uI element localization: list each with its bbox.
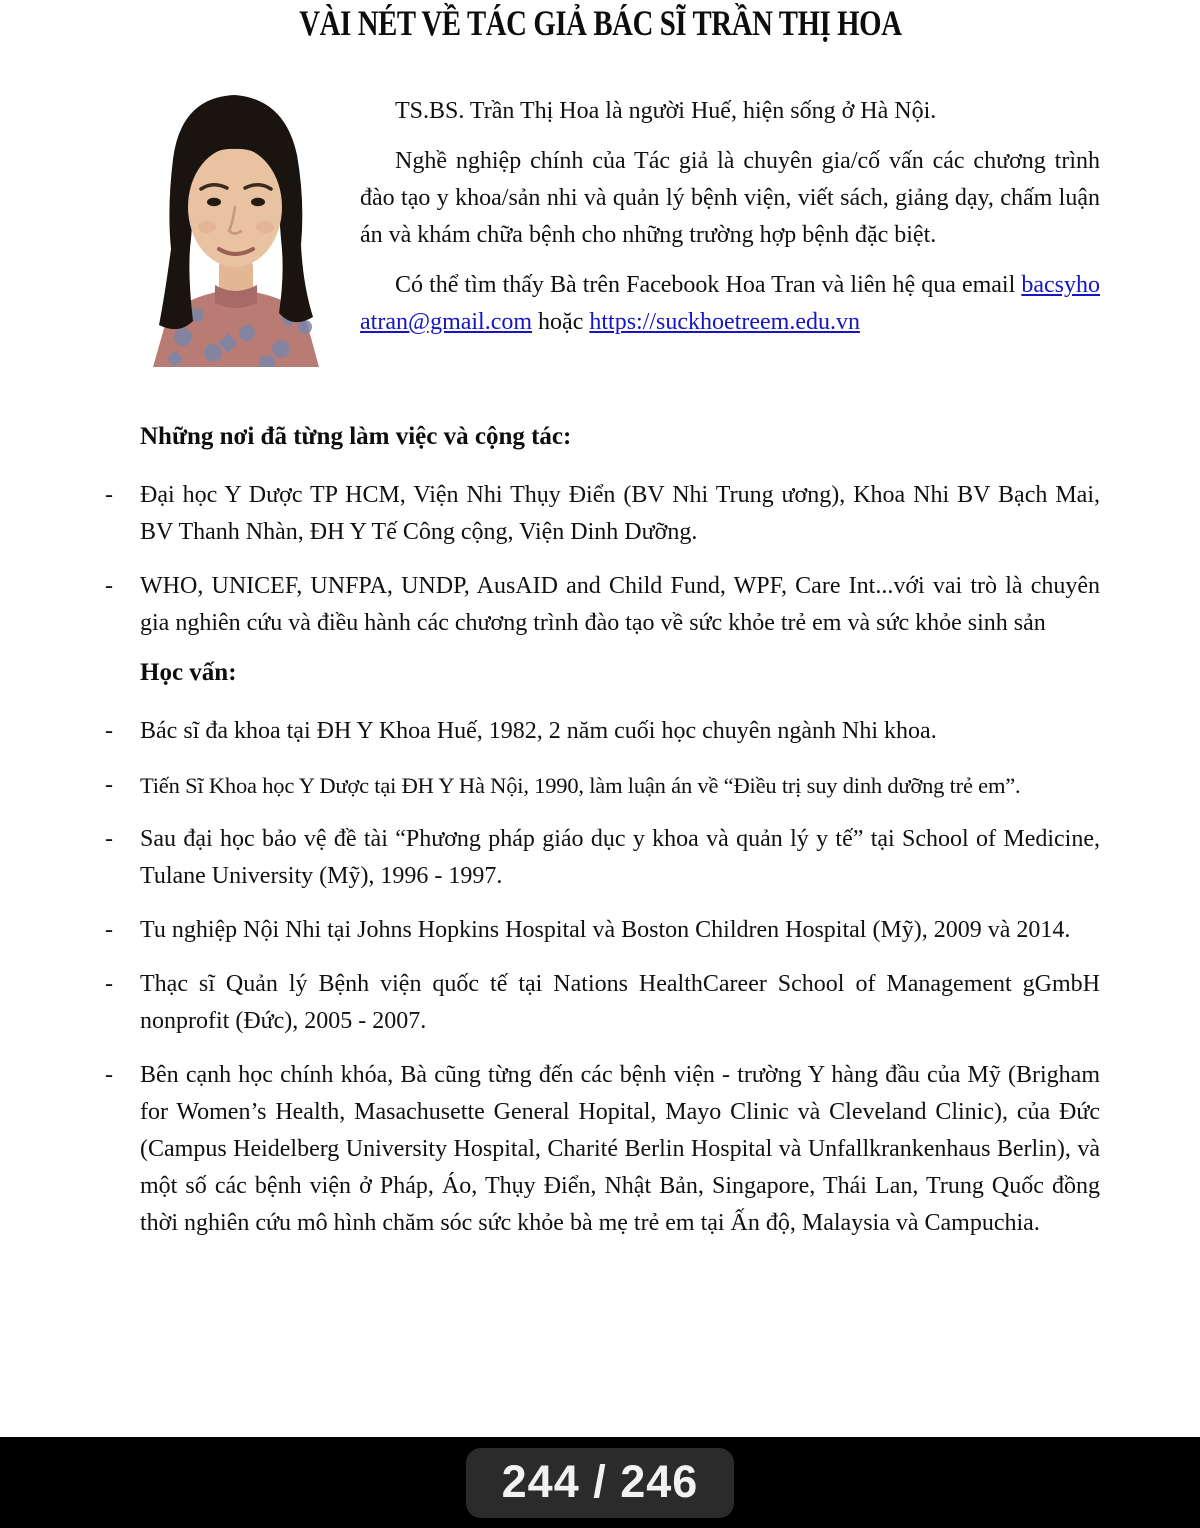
dash-bullet: -: [105, 573, 113, 599]
contact-connector: hoặc: [532, 309, 590, 335]
website-link[interactable]: https://suckhoetreem.edu.vn: [589, 309, 860, 335]
intro-paragraph-2: Nghề nghiệp chính của Tác giả là chuyên gia/cố vấn các chương trình đào tạo y khoa/sản nhi và quản lý bệnh viện, viết sách, giảng dạy, chấm luận án và khám chữa bệnh cho những trường hợp bệnh đặc biệt.: [360, 148, 1100, 248]
intro-paragraph-3: [360, 267, 1100, 341]
list-item: - Bên cạnh học chính khóa, Bà cũng từng đến các bệnh viện - trường Y hàng đầu của Mỹ (Brigham for Women’s Health, Masachusette General Hopital, Mayo Clinic và Cleveland Clinic), của Đức (Campus Heidelberg University Hospital, Charité Berlin Hospital và Unfallkrankenhaus Berlin), và một số các bệnh viện ở Pháp, Áo, Thụy Điển, Nhật Bản, Singapore, Thái Lan, Trung Quốc đồng thời nghiên cứu mô hình chăm sóc sức khỏe bà mẹ trẻ em tại Ấn độ, Malaysia và Campuchia.: [100, 1057, 1100, 1242]
section-heading-work: Những nơi đã từng làm việc và cộng tác:: [140, 423, 572, 450]
list-item: - Bác sĩ đa khoa tại ĐH Y Khoa Huế, 1982, 2 năm cuối học chuyên ngành Nhi khoa.: [100, 713, 1100, 750]
dash-bullet: -: [105, 826, 113, 852]
dash-bullet: -: [105, 1062, 113, 1088]
list-item: - Thạc sĩ Quản lý Bệnh viện quốc tế tại Nations HealthCareer School of Management gGmbH nonprofit (Đức), 2005 - 2007.: [100, 966, 1100, 1040]
contact-text: Có thể tìm thấy Bà trên Facebook Hoa Tran và liên hệ qua email: [395, 272, 1022, 298]
list-item: - WHO, UNICEF, UNFPA, UNDP, AusAID and Child Fund, WPF, Care Int...với vai trò là chuyên gia nghiên cứu và điều hành các chương trình đào tạo về sức khỏe trẻ em và sức khỏe sinh sản: [100, 568, 1100, 642]
list-item: - Sau đại học bảo vệ đề tài “Phương pháp giáo dục y khoa và quản lý y tế” tại School of Medicine, Tulane University (Mỹ), 1996 - 1997.: [100, 821, 1100, 895]
author-photo: [135, 89, 336, 367]
list-item: - Tu nghiệp Nội Nhi tại Johns Hopkins Hospital và Boston Children Hospital (Mỹ), 2009 và 2014.: [100, 912, 1100, 949]
list-item: - Tiến Sĩ Khoa học Y Dược tại ĐH Y Hà Nội, 1990, làm luận án về “Điều trị suy dinh dưỡng trẻ em”.: [100, 767, 1100, 804]
dash-bullet: -: [105, 917, 113, 943]
email-link[interactable]: bacsyhoatran@gmail.com: [360, 272, 1100, 335]
dash-bullet: -: [105, 772, 113, 798]
dash-bullet: -: [105, 971, 113, 997]
work-list: [100, 477, 1100, 642]
intro-row: [135, 89, 1100, 367]
education-list: [100, 713, 1100, 1242]
title-wrap: [0, 0, 1200, 44]
dash-bullet: -: [105, 718, 113, 744]
dash-bullet: -: [105, 482, 113, 508]
section-heading-education: Học vấn:: [140, 659, 237, 686]
intro-paragraph-1: TS.BS. Trần Thị Hoa là người Huế, hiện sống ở Hà Nội.: [395, 98, 937, 124]
page-title: VÀI NÉT VỀ TÁC GIẢ BÁC SĨ TRẦN THỊ HOA: [298, 3, 902, 43]
pager-bar: [0, 1437, 1200, 1528]
list-item: - Đại học Y Dược TP HCM, Viện Nhi Thụy Điển (BV Nhi Trung ương), Khoa Nhi BV Bạch Mai, BV Thanh Nhàn, ĐH Y Tế Công cộng, Viện Dinh Dưỡng.: [100, 477, 1100, 551]
intro-text: [360, 89, 1100, 367]
author-portrait-illustration: [135, 89, 336, 367]
page-indicator: 244 / 246: [466, 1448, 735, 1518]
